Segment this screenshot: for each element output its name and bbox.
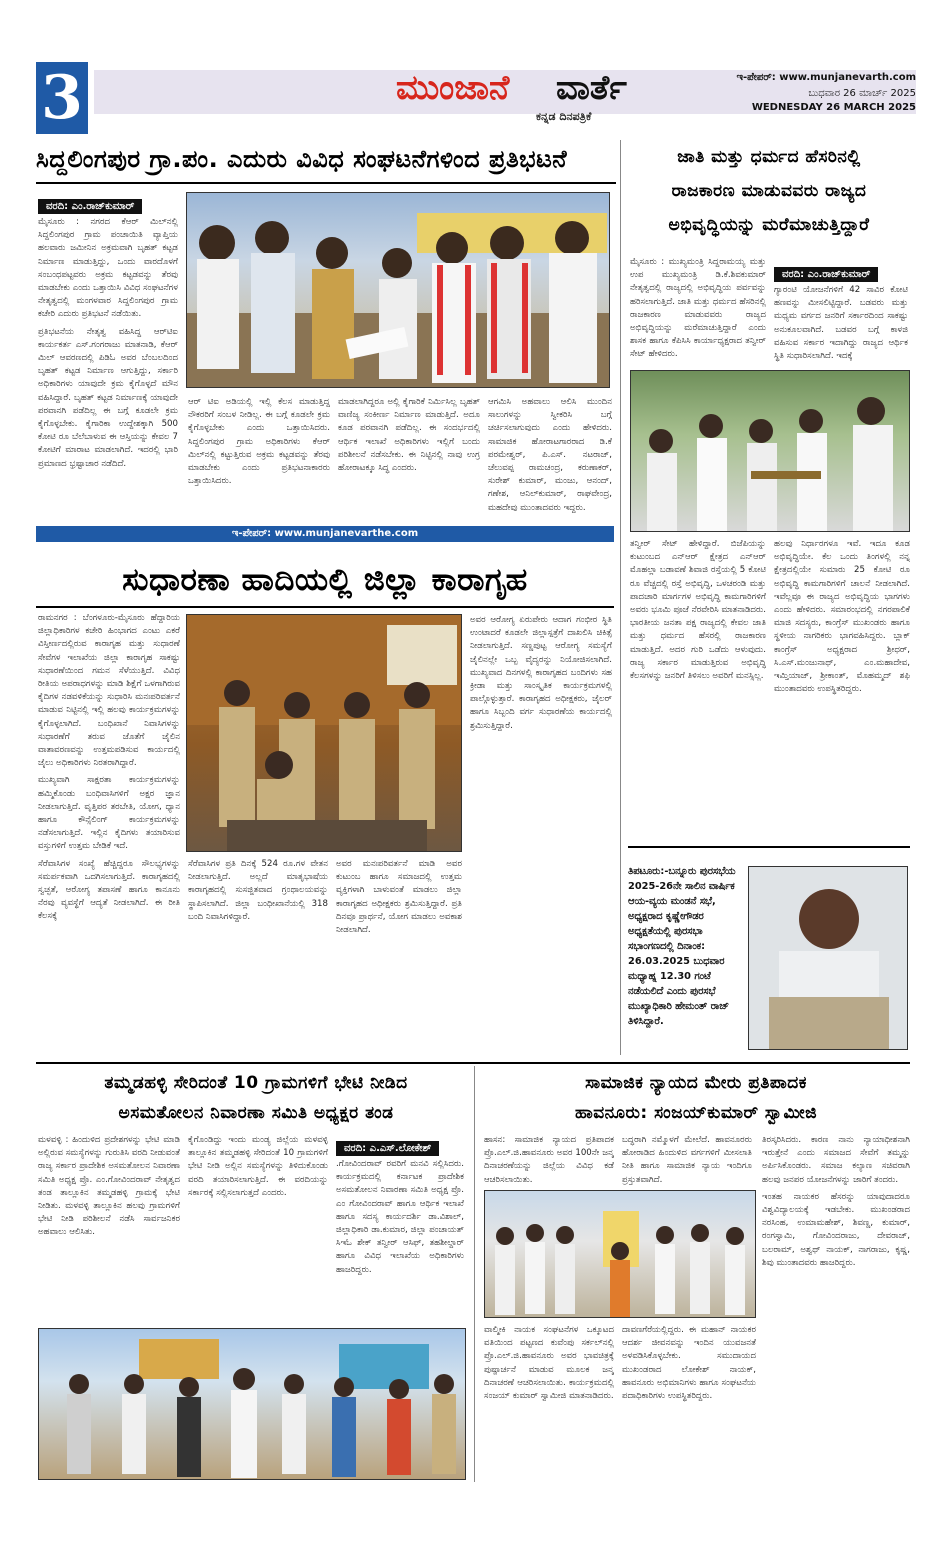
story2-para3: ತನ್ವೀರ್ ಸೇಟ್ ಹೇಳಿದ್ದಾರೆ. ಬಿಜೆಪಿಯನ್ನು ಕುಟುಂಬದ ಎನ್‌ಆರ್ ಕ್ಷೇತ್ರದ ಎನ್‌ಆರ್ ಮೊಹಲ್ಲಾ ಬಡಾವಣೆ ಶಿವಾಜಿ ರಸ್ತೆಯಲ್ಲಿ 5 ಕೋಟಿ ರೂ ವೆಚ್ಚದಲ್ಲಿ ರಸ್ತೆ ಅಭಿವೃದ್ಧಿ, ಒಳಚರಂಡಿ ಮತ್ತು ಪಾದಚಾರಿ ಮಾರ್ಗಗಳ ಅಭಿವೃದ್ಧಿ ಕಾಮಗಾರಿಗಳಿಗೆ ಅವರು ಭೂಮಿ ಪೂಜೆ ನೆರವೇರಿಸಿ ಮಾತನಾಡಿದರು. ಭಾರತೀಯ ಜನತಾ ಪಕ್ಷ ರಾಜ್ಯದಲ್ಲಿ ಕೇವಲ ಜಾತಿ ಮತ್ತು ಧರ್ಮದ ಹೆಸರಲ್ಲಿ ರಾಜಕಾರಣ ಮಾಡುತ್ತಿದೆ. ಅದರ ಗುರಿ ಒಡೆದು ಆಳುವುದು. ರಾಜ್ಯ ಸರ್ಕಾರ ಮಾಡುತ್ತಿರುವ ಅಭಿವೃದ್ಧಿ ಕೆಲಸಗಳನ್ನು ಜನರಿಗೆ ತಿಳಿಸಲು ಅವರಿಗೆ ಮನಸ್ಸಿಲ್ಲ.: [630, 539, 766, 682]
story3-para3: ಸೆರೆವಾಸಿಗಳ ಸಂಖ್ಯೆ ಹೆಚ್ಚಿದ್ದರೂ ಸೌಲಭ್ಯಗಳನ್ನು ಸಮರ್ಪಕವಾಗಿ ಒದಗಿಸಲಾಗುತ್ತಿದೆ. ಕಾರಾಗೃಹದಲ್ಲಿ ಸ್ವಚ್ಛತೆ, ಆರೋಗ್ಯ ತಪಾಸಣೆ ಹಾಗೂ ಕಾನೂನು ನೆರವು ವ್ಯವಸ್ಥೆಗೆ ಆದ್ಯತೆ ನೀಡಲಾಗಿದೆ. ಈ ರೀತಿ ಕೆಲಸಕ್ಕೆ: [38, 858, 180, 922]
section-rule: [36, 1062, 910, 1064]
story3-para6: ಅವರ ಆರೋಗ್ಯ ಏರುಪೇರು ಆದಾಗ ಗಂಭೀರ ಸ್ಥಿತಿ ಉಂಟಾದರೆ ಕೂಡಲೇ ಜಿಲ್ಲಾಸ್ಪತ್ರೆಗೆ ದಾಖಲಿಸಿ ಚಿಕಿತ್ಸೆ ನೀಡಲಾಗುತ್ತಿದೆ. ಸಣ್ಣಪುಟ್ಟ ಆರೋಗ್ಯ ಸಮಸ್ಯೆಗೆ ಜೈಲಿನಲ್ಲೇ ಒಬ್ಬ ವೈದ್ಯರನ್ನು ನಿಯೋಜಿಸಲಾಗಿದೆ. ಮುಖ್ಯವಾದ ದಿನಗಳಲ್ಲಿ ಕಾರಾಗೃಹದ ಬಂದಿಗಳು ಸಹ ಕ್ರೀಡಾ ಮತ್ತು ಸಾಂಸ್ಕೃತಿಕ ಕಾರ್ಯಕ್ರಮಗಳಲ್ಲಿ ಪಾಲ್ಗೊಳ್ಳುತ್ತಾರೆ. ಕಾರಾಗೃಹದ ಅಧೀಕ್ಷಕರು, ಜೈಲರ್ ಹಾಗೂ ಸಿಬ್ಬಂದಿ ವರ್ಗ ಸುಧಾರಣೆಯ ಕಾರ್ಯದಲ್ಲಿ ಶ್ರಮಿಸುತ್ತಿದ್ದಾರೆ.: [470, 615, 612, 731]
story5-col1-top: [484, 1134, 614, 1186]
date-english: WEDNESDAY 26 MARCH 2025: [751, 102, 916, 113]
tagline: ಕನ್ನಡ ದಿನಪತ್ರಿಕೆ: [536, 110, 592, 123]
story2-byline-wrap: [774, 262, 878, 282]
story3-para4: ಸೆರೆವಾಸಿಗಳ ಪ್ರತಿ ದಿನಕ್ಕೆ 524 ರೂ.ಗಳ ವೇತನ ನೀಡಲಾಗುತ್ತಿದೆ. ಅಲ್ಲದೆ ಮಾತೃಭಾಷೆಯ ಕಾರಾಗೃಹದಲ್ಲಿ ಸುಸಜ್ಜಿತವಾದ ಗ್ರಂಥಾಲಯವನ್ನು ಸ್ಥಾಪಿಸಲಾಗಿದೆ. ಜಿಲ್ಲಾ ಬಂಧೀಖಾನೆಯಲ್ಲಿ 318 ಬಂದಿ ನಿವಾಸಿಗಳಿದ್ದಾರೆ.: [188, 859, 328, 922]
story1-para3: ಆರ್ ಟಿಐ ಅಡಿಯಲ್ಲಿ ಇಲ್ಲಿ ಕೆಲಸ ಮಾಡುತ್ತಿದ್ದ ನೌಕರರಿಗೆ ಸಂಬಳ ನೀಡಿಲ್ಲ. ಈ ಬಗ್ಗೆ ಕೂಡಲೇ ಕ್ರಮ ಕೈಗೊಳ್ಳಬೇಕು ಎಂದು ಒತ್ತಾಯಿಸಿದರು. ಸಿದ್ದಲಿಂಗಪುರ ಗ್ರಾಮ ಅಧಿಕಾರಿಗಳು ಕೆಆರ್ ಮಿಲ್‌ನಲ್ಲಿ ಕಟ್ಟುತ್ತಿರುವ ಅಕ್ರಮ ಕಟ್ಟಡವನ್ನು ತೆರವು ಮಾಡಬೇಕು ಎಂದು ಪ್ರತಿಭಟನಾಕಾರರು ಒತ್ತಾಯಿಸಿದರು.: [188, 397, 330, 487]
column-divider-bottom: [474, 1066, 475, 1482]
protest-crowd-image: [187, 193, 610, 388]
story4-col1: [38, 1134, 180, 1326]
story5-para5: ದಾವಣಗೆರೆಯಲ್ಲಿದ್ದರು. ಈ ಮಹಾನ್ ನಾಯಕರ ಆದರ್ಶ ಜೀವನವನ್ನು ಇಂದಿನ ಯುವಜನತೆ ಅಳವಡಿಸಿಕೊಳ್ಳಬೇಕು. ಸಮುದಾಯದ ಮುಖಂಡರಾದ ಲೋಕೇಶ್ ನಾಯಕ್, ಹಾವನೂರು ಅಭಿಮಾನಿಗಳು ಹಾಗೂ ಸಂಘಟನೆಯ ಪದಾಧಿಕಾರಿಗಳು ಉಪಸ್ಥಿತರಿದ್ದರು.: [622, 1325, 756, 1402]
page-number-box: 3: [36, 62, 88, 134]
story3-para2: ಮುಖ್ಯವಾಗಿ ಸಾಕ್ಷರತಾ ಕಾರ್ಯಕ್ರಮಗಳನ್ನು ಹಮ್ಮಿಕೊಂಡು ಬಂಧಿವಾಸಿಗಳಿಗೆ ಅಕ್ಷರ ಜ್ಞಾನ ನೀಡಲಾಗುತ್ತಿದೆ. ವೃತ್ತಿಪರ ತರಬೇತಿ, ಯೋಗ, ಧ್ಯಾನ ಹಾಗೂ ಕೌನ್ಸೆಲಿಂಗ್ ಕಾರ್ಯಕ್ರಮಗಳನ್ನು ನಡೆಸಲಾಗುತ್ತಿದೆ. ಇಲ್ಲಿನ ಕೈದಿಗಳು ತಯಾರಿಸುವ ವಸ್ತುಗಳಿಗೆ ಉತ್ತಮ ಬೇಡಿಕೆ ಇದೆ.: [38, 775, 180, 852]
story3-photo: [186, 614, 462, 852]
story2-col2-top: [774, 284, 908, 366]
story4-headline-line2: ಅಸಮತೋಲನ ನಿವಾರಣಾ ಸಮಿತಿ ಅಧ್ಯಕ್ಷರ ತಂಡ: [118, 1103, 394, 1123]
story4-byline-wrap: [336, 1136, 439, 1156]
story3-col2: [188, 858, 328, 1054]
column-divider: [620, 140, 621, 1055]
story5-photo: [484, 1190, 756, 1318]
notice-text: ತಿಪಟೂರು:-ಬನ್ನೂರು ಪುರಸಭೆಯ 2025-26ನೇ ಸಾಲಿನ ವಾರ್ಷಿಕ ಆಯ-ವ್ಯಯ ಮಂಡನೆ ಸಭೆ, ಅಧ್ಯಕ್ಷರಾದ ಕೃಷ್ಣೇಗೌಡರ ಅಧ್ಯಕ್ಷತೆಯಲ್ಲಿ ಪುರಸಭಾ ಸಭಾಂಗಣದಲ್ಲಿ ದಿನಾಂಕ: 26.03.2025 ಬುಧವಾರ ಮಧ್ಯಾಹ್ನ 12.30 ಗಂಟೆ ನಡೆಯಲಿದೆ ಎಂದು ಪುರಸಭೆ ಮುಖ್ಯಾಧಿಕಾರಿ ಹೇಮಂತ್ ರಾಜ್ ತಿಳಿಸಿದ್ದಾರೆ.: [628, 866, 736, 1027]
story2-col2-bottom: [774, 538, 910, 838]
prison-officers-image: [187, 615, 462, 852]
story2-headline-box: [628, 140, 910, 250]
nameplate-black: ವಾರ್ತೆ: [556, 68, 627, 108]
story4-headline-line1: ತಮ್ಮಡಹಳ್ಳಿ ಸೇರಿದಂತೆ 10 ಗ್ರಾಮಗಳಿಗೆ ಭೇಟಿ ನೀಡಿದ: [104, 1073, 408, 1093]
story2-headline-line1: ಜಾತಿ ಮತ್ತು ಧರ್ಮದ ಹೆಸರಿನಲ್ಲಿ: [677, 147, 861, 167]
birth-anniversary-event-image: [485, 1191, 756, 1318]
story3-col3: [336, 858, 462, 1054]
story2-para2: ಗ್ಯಾರಂಟಿ ಯೋಜನೆಗಳಿಗೆ 42 ಸಾವಿರ ಕೋಟಿ ಹಣವನ್ನು ಮೀಸಲಿಟ್ಟಿದ್ದಾರೆ. ಬಡವರು ಮತ್ತು ಮಧ್ಯಮ ವರ್ಗದ ಜನರಿಗೆ ಸರ್ಕಾರದಿಂದ ಸಾಕಷ್ಟು ಅನುಕೂಲವಾಗಿದೆ. ಬಡವರ ಬಗ್ಗೆ ಕಾಳಜಿ ವಹಿಸುವ ಸರ್ಕಾರ ಇದಾಗಿದ್ದು ರಾಜ್ಯದ ಆರ್ಥಿಕ ಸ್ಥಿತಿ ಸುಧಾರಿಸಲಾಗಿದೆ. ಇದಕ್ಕೆ: [774, 285, 908, 362]
story4-para1: ಮಳವಳ್ಳಿ : ಹಿಂದುಳಿದ ಪ್ರದೇಶಗಳನ್ನು ಭೇಟಿ ಮಾಡಿ ಅಲ್ಲಿರುವ ಸಮಸ್ಯೆಗಳನ್ನು ಗುರುತಿಸಿ ವರದಿ ನೀಡುವಂತೆ ರಾಜ್ಯ ಸರ್ಕಾರ ಪ್ರಾದೇಶಿಕ ಅಸಮತೋಲನ ನಿವಾರಣಾ ಸಮಿತಿ ಅಧ್ಯಕ್ಷ ಪ್ರೊ. ಎಂ.ಗೋವಿಂದರಾವ್ ನೇತೃತ್ವದ ತಂಡ ತಾಲ್ಲೂಕಿನ ತಮ್ಮಡಹಳ್ಳಿ ಗ್ರಾಮಕ್ಕೆ ಭೇಟಿ ನೀಡಿತು. ಮಳವಳ್ಳಿ ತಾಲ್ಲೂಕಿನ ಹಲವು ಗ್ರಾಮಗಳಿಗೆ ಭೇಟಿ ನೀಡಿ ಪರಿಶೀಲನೆ ನಡೆಸಿ ಸಾರ್ವಜನಿಕರ ಅಹವಾಲು ಆಲಿಸಿತು.: [38, 1135, 180, 1238]
epaper-divider-bar: ಇ-ಪೇಪರ್: www.munjanevarthe.com: [36, 526, 614, 542]
story1-byline: ವರದಿ: ಎಂ.ರಾಜ್‌ಕುಮಾರ್: [38, 199, 142, 214]
story5-headline-line2: ಹಾವನೂರು: ಸಂಜಯ್‌ಕುಮಾರ್ ಸ್ವಾಮೀಜಿ: [574, 1103, 818, 1123]
story2-para1: ಮೈಸೂರು : ಮುಖ್ಯಮಂತ್ರಿ ಸಿದ್ದರಾಮಯ್ಯ ಮತ್ತು ಉಪ ಮುಖ್ಯಮಂತ್ರಿ ಡಿ.ಕೆ.ಶಿವಕುಮಾರ್ ನೇತೃತ್ವದಲ್ಲಿ ರಾಜ್ಯದಲ್ಲಿ ಅಭಿವೃದ್ಧಿಯ ಪರ್ವವನ್ನು ಹರಿಸಲಾಗುತ್ತಿದೆ. ಜಾತಿ ಮತ್ತು ಧರ್ಮದ ಹೆಸರಿನಲ್ಲಿ ರಾಜಕಾರಣ ಮಾಡುವವರು ರಾಜ್ಯದ ಅಭಿವೃದ್ಧಿಯನ್ನು ಮರೆಮಾಚುತ್ತಿದ್ದಾರೆ ಎಂದು ಶಾಸಕ ಹಾಗೂ ಕೆಪಿಸಿಸಿ ಕಾರ್ಯಾಧ್ಯಕ್ಷರಾದ ತನ್ವೀರ್ ಸೇಟ್ ಹೇಳಿದರು.: [630, 257, 766, 360]
story2-col1-bottom: [630, 538, 766, 838]
story4-photo: [38, 1328, 466, 1480]
epaper-url[interactable]: www.munjanevarth.com: [779, 72, 916, 83]
story5-headline-line1: ಸಾಮಾಜಿಕ ನ್ಯಾಯದ ಮೇರು ಪ್ರತಿಪಾದಕ: [585, 1073, 807, 1093]
story5-headline-box: [482, 1068, 910, 1128]
story1-col1: [38, 216, 178, 530]
story2-col1-top: [630, 256, 766, 366]
story5-para3: ತಿರಸ್ಕರಿಸಿದರು. ಕಾರಣ ನಾನು ನ್ಯಾಯಾಧೀಶನಾಗಿ ಇರುತ್ತೇನೆ ಎಂದು ಸಮಾಜದ ಸೇವೆಗೆ ತಮ್ಮನ್ನು ಅರ್ಪಿಸಿಕೊಂಡರು. ಸಮಾಜ ಕಲ್ಯಾಣ ಸಚಿವರಾಗಿ ಹಲವು ಜನಪರ ಯೋಜನೆಗಳನ್ನು ಜಾರಿಗೆ ತಂದರು.: [762, 1135, 910, 1185]
story1-para4: ಮಾಡಲಾಗಿದ್ದರೂ ಅಲ್ಲಿ ಕೈಗಾರಿಕೆ ನಿರ್ಮಿಸಿಲ್ಲ ಬೃಹತ್ ವಾಣಿಜ್ಯ ಸಂಕೀರ್ಣ ನಿರ್ಮಾಣ ಮಾಡುತ್ತಿದೆ. ಅದೂ ಕೂಡ ಪರವಾನಗಿ ಪಡೆದಿಲ್ಲ. ಈ ಸಂದರ್ಭದಲ್ಲಿ ಆರ್ಥಿಕ ಇಲಾಖೆ ಅಧಿಕಾರಿಗಳು ಇಲ್ಲಿಗೆ ಬಂದು ಪರಿಶೀಲನೆ ನಡೆಸಬೇಕು. ಈ ನಿಟ್ಟಿನಲ್ಲಿ ನಾವು ಉಗ್ರ ಹೋರಾಟಕ್ಕೂ ಸಿದ್ಧ ಎಂದರು.: [338, 397, 480, 474]
story1-byline-wrap: [38, 194, 142, 214]
story5-col2-top: [622, 1134, 752, 1186]
story2-headline-line3: ಅಭಿವೃದ್ಧಿಯನ್ನು ಮರೆಮಾಚುತ್ತಿದ್ದಾರೆ: [668, 215, 870, 235]
story5-para4: ವಾಲ್ಮೀಕಿ ನಾಯಕ ಸಂಘಟನೆಗಳ ಒಕ್ಕೂಟದ ವತಿಯಿಂದ ಪಟ್ಟಣದ ಕುವೆಂಪು ಸರ್ಕಲ್‌ನಲ್ಲಿ ಪ್ರೊ.ಎಲ್.ಜಿ.ಹಾವನೂರು ಅವರ ಭಾವಚಿತ್ರಕ್ಕೆ ಪುಷ್ಪಾರ್ಚನೆ ಮಾಡುವ ಮೂಲಕ ಜನ್ಮ ದಿನಾಚರಣೆ ಆಚರಿಸಲಾಯಿತು. ಕಾರ್ಯಕ್ರಮದಲ್ಲಿ ಸಂಜಯ್ ಕುಮಾರ್ ಸ್ವಾಮೀಜಿ ಮಾತನಾಡಿದರು.: [484, 1325, 614, 1402]
epaper-label: ಇ-ಪೇಪರ್:: [736, 72, 776, 83]
story4-col2: [188, 1134, 328, 1326]
official-portrait-image: [749, 867, 908, 1050]
story1-para2: ಪ್ರತಿಭಟನೆಯ ನೇತೃತ್ವ ವಹಿಸಿದ್ದ ಆರ್‌ಟಿಐ ಕಾರ್ಯಕರ್ತ ಎಸ್.ಗಂಗರಾಜು ಮಾತನಾಡಿ, ಕೆಆರ್ ಮಿಲ್ ಆವರಣದಲ್ಲಿ ಪಿಡಿಓ ಅವರ ಬೆಂಬಲದಿಂದ ಬೃಹತ್ ಕಟ್ಟಡ ನಿರ್ಮಾಣ ಆಗುತ್ತಿದ್ದು, ಸರ್ಕಾರಿ ಅಧಿಕಾರಿಗಳು ಯಾವುದೇ ಕ್ರಮ ಕೈಗೊಳ್ಳದೆ ಮೌನ ವಹಿಸಿದ್ದಾರೆ. ಬೃಹತ್ ಕಟ್ಟಡ ನಿರ್ಮಾಣಕ್ಕೆ ಯಾವುದೇ ಪರವಾನಗಿ ಪಡೆದಿಲ್ಲ ಈ ಬಗ್ಗೆ ಕೂಡಲೇ ಕ್ರಮ ಕೈಗೊಳ್ಳಬೇಕು. ಕೈಗಾರಿಕಾ ಉದ್ದೇಶಕ್ಕಾಗಿ 500 ಕೋಟಿ ರೂ ಬೆಲೆಬಾಳುವ ಈ ಆಸ್ತಿಯನ್ನು ಕೇವಲ 7 ಕೋಟಿಗೆ ಮಾರಾಟ ಮಾಡಲಾಗಿದೆ. ಇದರಲ್ಲಿ ಭಾರಿ ಪ್ರಮಾಣದ ಭ್ರಷ್ಟಾಚಾರ ನಡೆದಿದೆ.: [38, 326, 178, 469]
story1-rule: [36, 182, 616, 184]
story3-col4: [470, 614, 612, 1054]
story5-col2-bottom: [622, 1324, 756, 1478]
masthead: [36, 62, 916, 134]
story3-para5: ಅವರ ಮನಃಪರಿವರ್ತನೆ ಮಾಡಿ ಅವರ ಕುಟುಂಬ ಹಾಗೂ ಸಮಾಜದಲ್ಲಿ ಉತ್ತಮ ವ್ಯಕ್ತಿಗಳಾಗಿ ಬಾಳುವಂತೆ ಮಾಡಲು ಜಿಲ್ಲಾ ಕಾರಾಗೃಹದ ಅಧೀಕ್ಷಕರು ಶ್ರಮಿಸುತ್ತಿದ್ದಾರೆ. ಪ್ರತಿ ದಿನವೂ ಪ್ರಾರ್ಥನೆ, ಯೋಗ ಮಾಡಲು ಅವಕಾಶ ನೀಡಲಾಗಿದೆ.: [336, 859, 462, 936]
story4-col3: [336, 1158, 464, 1326]
nameplate-red: ಮುಂಜಾನೆ: [396, 68, 510, 108]
story5-col1-bottom: [484, 1324, 614, 1478]
story3-rule: [36, 606, 614, 608]
story4-para2: ಕೈಗೊಂಡಿದ್ದು ಇಂದು ಮಂಡ್ಯ ಜಿಲ್ಲೆಯ ಮಳವಳ್ಳಿ ತಾಲ್ಲೂಕಿನ ತಮ್ಮಡಹಳ್ಳಿ ಸೇರಿದಂತೆ 10 ಗ್ರಾಮಗಳಿಗೆ ಭೇಟಿ ನೀಡಿ ಅಲ್ಲಿನ ಸಮಸ್ಯೆಗಳನ್ನು ತಿಳಿದುಕೊಂಡು ವರದಿ ತಯಾರಿಸಲಾಗುತ್ತಿದೆ. ಈ ವರದಿಯನ್ನು ಸರ್ಕಾರಕ್ಕೆ ಸಲ್ಲಿಸಲಾಗುತ್ತದೆ ಎಂದರು.: [188, 1135, 328, 1198]
story2-photo: [630, 370, 910, 532]
story4-headline-box: [36, 1068, 476, 1128]
story4-para3: .ಗೋವಿಂದರಾವ್ ರವರಿಗೆ ಮನವಿ ಸಲ್ಲಿಸಿದರು. ಕಾರ್ಯಕ್ರಮದಲ್ಲಿ ಕರ್ನಾಟಕ ಪ್ರಾದೇಶಿಕ ಅಸಮತೋಲನ ನಿವಾರಣಾ ಸಮಿತಿ ಅಧ್ಯಕ್ಷ ಪ್ರೊ. ಎಂ ಗೋವಿಂದರಾವ್ ಹಾಗೂ ಆರ್ಥಿಕ ಇಲಾಖೆ ಹಾಗೂ ಸದಸ್ಯ ಕಾರ್ಯದರ್ಶಿ ಡಾ.ವಿಶಾಲ್, ಜಿಲ್ಲಾಧಿಕಾರಿ ಡಾ.ಕುಮಾರ, ಜಿಲ್ಲಾ ಪಂಚಾಯತ್ ಸಿಇಓ ಶೇಕ್ ತನ್ವೀರ್ ಆಸಿಫ್, ತಹಶೀಲ್ದಾರ್ ಹಾಗೂ ವಿವಿಧ ಇಲಾಖೆಯ ಅಧಿಕಾರಿಗಳು ಹಾಜರಿದ್ದರು.: [336, 1159, 464, 1275]
story3-para1: ರಾಮನಗರ : ಬೆಂಗಳೂರು-ಮೈಸೂರು ಹೆದ್ದಾರಿಯ ಜಿಲ್ಲಾಧಿಕಾರಿಗಳ ಕಚೇರಿ ಹಿಂಭಾಗದ ಎಂಟು ಎಕರೆ ವಿಸ್ತೀರ್ಣದಲ್ಲಿರುವ ಕಾರಾಗೃಹ ಮತ್ತು ಸುಧಾರಣೆ ಸೇವೆಗಳ ಇಲಾಖೆಯ ಜಿಲ್ಲಾ ಕಾರಾಗೃಹ ಸಾಕಷ್ಟು ಸುಧಾರಣೆಯಿಂದ ಗಮನ ಸೆಳೆಯುತ್ತಿದೆ. ವಿವಿಧ ರೀತಿಯ ಅಪರಾಧಗಳನ್ನು ಮಾಡಿ ಶಿಕ್ಷೆಗೆ ಒಳಗಾಗಿರುವ ಕೈದಿಗಳ ನಡವಳಿಕೆಯನ್ನು ಸುಧಾರಿಸಿ ಮನಃಪರಿವರ್ತನೆ ಮಾಡುವ ನಿಟ್ಟಿನಲ್ಲಿ ಇಲ್ಲಿ ಹಲವು ಕಾರ್ಯಕ್ರಮಗಳನ್ನು ಕೈಗೊಳ್ಳಲಾಗಿದೆ. ಬಂಧಿಖಾನೆ ನಿವಾಸಿಗಳನ್ನು ಸುಧಾರಣೆಗೆ ತರುವ ಜೊತೆಗೆ ಜೈಲಿನ ವಾತಾವರಣವನ್ನು ಉತ್ತಮಪಡಿಸುವ ಕಾರ್ಯದಲ್ಲಿ ಜೈಲು ಅಧಿಕಾರಿಗಳು ನಿರತರಾಗಿದ್ದಾರೆ.: [38, 613, 180, 769]
story1-photo: [186, 192, 610, 388]
story5-para1: ಹಾಸನ: ಸಾಮಾಜಿಕ ನ್ಯಾಯದ ಪ್ರತಿಪಾದಕ ಪ್ರೊ.ಎಲ್.ಜಿ.ಹಾವನೂರು ಅವರ 100ನೇ ಜನ್ಮ ದಿನಾಚರಣೆಯನ್ನು ಜಿಲ್ಲೆಯ ವಿವಿಧ ಕಡೆ ಆಚರಿಸಲಾಯಿತು.: [484, 1135, 614, 1185]
notice-photo: [748, 866, 908, 1050]
story5-col3: [762, 1134, 910, 1478]
story4-byline: ವರದಿ: ಎ.ಎಸ್.ಲೋಕೇಶ್: [336, 1141, 439, 1156]
story1-col2: [188, 396, 330, 530]
notice-box: [628, 846, 910, 1052]
story2-headline-line2: ರಾಜಕಾರಣ ಮಾಡುವವರು ರಾಜ್ಯದ: [671, 181, 867, 201]
story1-col4: [488, 396, 612, 530]
epaper-url-top[interactable]: [681, 72, 916, 83]
story1-para5: ಆಗಮಿಸಿ ಅಹವಾಲು ಆಲಿಸಿ ಮುಂದಿನ ಸಾಲುಗಳನ್ನು ಸ್ವೀಕರಿಸಿ ಬಗ್ಗೆ ಚರ್ಚಿಸಲಾಗುವುದು ಎಂದು ಹೇಳಿದರು. ಸಾಮಾಜಿಕ ಹೋರಾಟಗಾರರಾದ ಡಿ.ಕೆ ಪರಮೇಶ್ವರ್, ಪಿ.ಎಸ್. ನಟರಾಜ್, ಚೆಲುವಪ್ಪ ರಾಮಚಂದ್ರ, ಕರುಣಾಕರ್, ಸುರೇಶ್ ಕುಮಾರ್, ಮಂಜು, ಆನಂದ್, ಗಣೇಶ, ಆನಿಲ್‌ಕುಮಾರ್, ರಾಘವೇಂದ್ರ, ಮಹದೇವು ಮುಂತಾದವರು ಇದ್ದರು.: [488, 397, 612, 513]
story5-para2: ಬದ್ಧರಾಗಿ ನಮ್ಮೊಳಗೆ ಮೇಲೆದೆ. ಹಾವನೂರರು ಹೋರಾಡಿದ ಹಿಂದುಳಿದ ವರ್ಗಗಳಿಗೆ ಮೀಸಲಾತಿ ನೀತಿ ಹಾಗೂ ಸಾಮಾಜಿಕ ನ್ಯಾಯ ಇಂದಿಗೂ ಪ್ರಸ್ತುತವಾಗಿದೆ.: [622, 1135, 752, 1185]
story1-col3: [338, 396, 480, 530]
ground-breaking-ceremony-image: [631, 371, 910, 532]
story2-para4: ಹಲವು ನಿರ್ಧಾರಗಳೂ ಇವೆ. ಇದೂ ಕೂಡ ಅಭಿವೃದ್ಧಿಯೇ. ಕೆಲ ಒಂದು ತಿಂಗಳಲ್ಲಿ ನನ್ನ ಕ್ಷೇತ್ರದಲ್ಲಿಯೇ ಸುಮಾರು 25 ಕೋಟಿ ರೂ ಅಭಿವೃದ್ಧಿ ಕಾಮಗಾರಿಗಳಿಗೆ ಚಾಲನೆ ನೀಡಲಾಗಿದೆ. ಇವೆಲ್ಲವೂ ಈ ರಾಜ್ಯದ ಅಭಿವೃದ್ಧಿಯ ಭಾಗಗಳು ಎಂದು ಹೇಳಿದರು. ಸಮಾರಂಭದಲ್ಲಿ ನಗರಪಾಲಿಕೆ ಮಾಜಿ ಸದಸ್ಯರು, ಕಾಂಗ್ರೆಸ್ ಮುಖಂಡರು ಹಾಗೂ ಸ್ಥಳೀಯ ನಾಗರಿಕರು ಭಾಗವಹಿಸಿದ್ದರು. ಬ್ಲಾಕ್ ಕಾಂಗ್ರೆಸ್ ಅಧ್ಯಕ್ಷರಾದ ಶ್ರೀಧರ್, ಸಿ.ಎಸ್.ಮಂಜುನಾಥ್, ಎಂ.ಮಹಾದೇವ, ಇಮ್ತಿಯಾಜ್, ಶ್ರೀಕಾಂತ್, ಮೊಹಮ್ಮದ್ ಶಫಿ ಮುಂತಾದವರು ಉಪಸ್ಥಿತರಿದ್ದರು.: [774, 539, 910, 695]
date-kannada: ಬುಧವಾರ 26 ಮಾರ್ಚ್ 2025: [808, 88, 916, 99]
story3-col1: [38, 612, 180, 1054]
story1-para1: ಮೈಸೂರು : ನಗರದ ಕೆಆರ್ ಮಿಲ್‌ನಲ್ಲಿ ಸಿದ್ದಲಿಂಗಪುರ ಗ್ರಾಮ ಪಂಚಾಯಿತಿ ವ್ಯಾಪ್ತಿಯ ಹಲವಾರು ಜಮೀನಿನ ಅಕ್ರಮವಾಗಿ ಬೃಹತ್ ಕಟ್ಟಡ ನಿರ್ಮಾಣ ಮಾಡುತ್ತಿದ್ದು, ಒಂದು ವಾರದೊಳಗೆ ಸಂಬಂಧಪಟ್ಟವರು ಅಕ್ರಮ ಕಟ್ಟಡವನ್ನು ತೆರವು ಮಾಡಬೇಕು ಎಂದು ಒತ್ತಾಯಿಸಿ ವಿವಿಧ ಸಂಘಟನೆಗಳ ನೇತೃತ್ವದಲ್ಲಿ ಮಂಗಳವಾರ ಸಿದ್ದಲಿಂಗಪುರ ಗ್ರಾಮ ಕಚೇರಿ ಎದುರು ಪ್ರತಿಭಟನೆ ನಡೆಯಿತು.: [38, 217, 178, 320]
story5-para6: ಇಂತಹ ನಾಯಕರ ಹೆಸರನ್ನು ಯಾವುದಾದರೂ ವಿಶ್ವವಿದ್ಯಾಲಯಕ್ಕೆ ಇಡಬೇಕು. ಮುಖಂಡರಾದ ನರಸಿಂಹ, ಉಮಾಮಹೇಶ್, ಶಿವಣ್ಣ, ಕುಮಾರ್, ರಂಗಸ್ವಾಮಿ, ಗೋವಿಂದರಾಜು, ದೇವರಾಜ್, ಬಲರಾಮ್, ಅಶ್ವಥ್ ನಾಯಕ್, ನಾಗರಾಜು, ಕೃಷ್ಣ, ಶಿವು ಮುಂತಾದವರು ಹಾಜರಿದ್ದರು.: [762, 1191, 910, 1268]
story3-headline: ಸುಧಾರಣಾ ಹಾದಿಯಲ್ಲಿ ಜಿಲ್ಲಾ ಕಾರಾಗೃಹ: [122, 562, 528, 598]
story2-byline: ವರದಿ: ಎಂ.ರಾಜ್‌ಕುಮಾರ್: [774, 267, 878, 282]
story1-headline: ಸಿದ್ದಲಿಂಗಪುರ ಗ್ರಾ.ಪಂ. ಎದುರು ವಿವಿಧ ಸಂಘಟನೆಗಳಿಂದ ಪ್ರತಿಭಟನೆ: [36, 145, 568, 173]
village-visit-image: [39, 1329, 466, 1480]
